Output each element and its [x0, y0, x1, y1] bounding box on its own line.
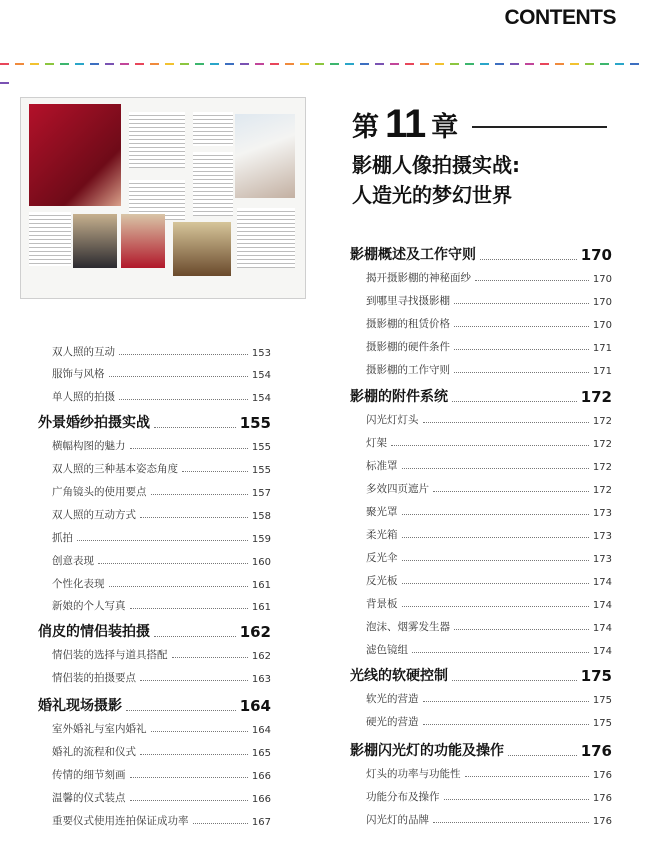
toc-page-number: 166	[251, 794, 271, 805]
toc-section-entry[interactable]	[350, 386, 612, 406]
toc-page-number: 170	[592, 274, 612, 285]
dot-leader	[140, 517, 248, 518]
dot-leader	[130, 608, 248, 609]
toc-entry[interactable]	[366, 619, 612, 634]
toc-page-number: 175	[592, 695, 612, 706]
toc-page-number: 155	[251, 442, 271, 453]
dot-leader	[109, 586, 248, 587]
contents-heading: CONTENTS	[504, 6, 616, 29]
toc-entry-title: 光线的软硬控制	[350, 668, 448, 684]
dot-leader	[154, 636, 236, 637]
chapter-heading	[352, 102, 607, 147]
toc-entry-title: 创意表现	[52, 555, 94, 567]
toc-entry[interactable]	[52, 767, 271, 782]
toc-entry[interactable]	[366, 435, 612, 450]
toc-entry-title: 双人照的互动方式	[52, 509, 136, 521]
toc-entry-title: 服饰与风格	[52, 368, 105, 380]
toc-page-number: 173	[592, 531, 612, 542]
toc-page-number: 166	[251, 771, 271, 782]
toc-page-number: 164	[239, 697, 271, 715]
toc-entry[interactable]	[366, 642, 612, 657]
toc-entry[interactable]	[366, 458, 612, 473]
dot-leader	[454, 349, 589, 350]
toc-page-number: 171	[592, 343, 612, 354]
dot-leader	[423, 701, 589, 702]
toc-page-number: 162	[251, 651, 271, 662]
dot-leader	[98, 563, 248, 564]
dot-leader	[433, 822, 589, 823]
toc-entry-title: 聚光罩	[366, 506, 398, 518]
toc-page-number: 174	[592, 600, 612, 611]
toc-entry[interactable]	[52, 366, 271, 381]
toc-entry[interactable]	[366, 481, 612, 496]
page-preview-thumbnail	[20, 97, 306, 299]
chapter-prefix: 第	[352, 112, 379, 143]
toc-entry[interactable]	[52, 438, 271, 453]
toc-page-number: 167	[251, 817, 271, 828]
toc-entry-title: 横幅构图的魅力	[52, 440, 126, 452]
dot-leader	[402, 606, 589, 607]
toc-entry[interactable]	[366, 691, 612, 706]
toc-entry[interactable]	[366, 504, 612, 519]
dot-leader	[454, 326, 589, 327]
toc-page-number: 175	[592, 718, 612, 729]
toc-entry[interactable]	[366, 573, 612, 588]
dot-leader	[452, 680, 577, 681]
toc-entry[interactable]	[52, 647, 271, 662]
toc-page-number: 155	[251, 465, 271, 476]
toc-entry[interactable]	[366, 812, 612, 827]
toc-entry-title: 双人照的三种基本姿态角度	[52, 463, 178, 475]
toc-page-number: 176	[592, 793, 612, 804]
toc-entry-title: 俏皮的情侣装拍摄	[38, 624, 150, 640]
toc-entry-title: 室外婚礼与室内婚礼	[52, 723, 147, 735]
toc-page-number: 165	[251, 748, 271, 759]
toc-page-number: 154	[251, 370, 271, 381]
dot-leader	[130, 777, 248, 778]
toc-entry[interactable]	[52, 530, 271, 545]
dot-leader	[454, 372, 589, 373]
dot-leader	[423, 724, 589, 725]
dot-leader	[508, 755, 577, 756]
toc-entry[interactable]	[52, 507, 271, 522]
dot-leader	[452, 401, 577, 402]
toc-page-number: 175	[580, 667, 612, 685]
toc-entry-title: 双人照的互动	[52, 346, 115, 358]
toc-entry[interactable]	[366, 339, 612, 354]
toc-entry-title: 摄影棚的硬件条件	[366, 341, 450, 353]
dot-leader	[402, 514, 589, 515]
dot-leader	[151, 731, 248, 732]
toc-entry-title: 背景板	[366, 598, 398, 610]
toc-page-number: 174	[592, 577, 612, 588]
toc-entry-title: 闪光灯灯头	[366, 414, 419, 426]
toc-page-number: 155	[239, 414, 271, 432]
toc-entry-title: 重要仪式使用连拍保证成功率	[52, 815, 189, 827]
toc-entry-title: 影棚概述及工作守则	[350, 247, 476, 263]
toc-page-number: 172	[592, 462, 612, 473]
toc-page-number: 170	[592, 320, 612, 331]
toc-page-number: 170	[580, 246, 612, 264]
dot-leader	[154, 427, 236, 428]
toc-entry-title: 灯架	[366, 437, 387, 449]
dot-leader	[444, 799, 589, 800]
toc-entry[interactable]	[52, 670, 271, 685]
dot-leader	[193, 823, 248, 824]
toc-entry-title: 反光板	[366, 575, 398, 587]
toc-entry[interactable]	[366, 789, 612, 804]
toc-entry-title: 多效四页遮片	[366, 483, 429, 495]
dot-leader	[412, 652, 589, 653]
chapter-title	[352, 150, 520, 210]
toc-entry[interactable]	[52, 790, 271, 805]
toc-entry[interactable]	[52, 461, 271, 476]
toc-entry-title: 标准罩	[366, 460, 398, 472]
toc-entry[interactable]	[52, 553, 271, 568]
dot-leader	[423, 422, 589, 423]
dot-leader	[454, 629, 589, 630]
dot-leader	[151, 494, 248, 495]
toc-page-number: 173	[592, 508, 612, 519]
outdoor-couple-image	[173, 222, 231, 276]
toc-page-number: 172	[592, 416, 612, 427]
toc-section-entry[interactable]	[38, 695, 271, 715]
dot-leader	[454, 303, 589, 304]
dot-leader	[130, 448, 248, 449]
toc-entry-title: 泡沫、烟雾发生器	[366, 621, 450, 633]
dot-leader	[402, 468, 589, 469]
toc-entry-title: 硬光的营造	[366, 716, 419, 728]
toc-entry-title: 单人照的拍摄	[52, 391, 115, 403]
rainbow-divider	[0, 50, 650, 53]
toc-entry-title: 闪光灯的品牌	[366, 814, 429, 826]
toc-section-entry[interactable]	[38, 621, 271, 641]
toc-page-number: 153	[251, 348, 271, 359]
toc-entry[interactable]	[366, 527, 612, 542]
toc-entry[interactable]	[52, 576, 271, 591]
toc-page-number: 159	[251, 534, 271, 545]
toc-page-number: 172	[592, 485, 612, 496]
chapter-rule	[472, 126, 607, 128]
toc-page-number: 174	[592, 623, 612, 634]
dot-leader	[391, 445, 589, 446]
woman-red-portrait-image	[121, 214, 165, 268]
toc-entry-title: 软光的营造	[366, 693, 419, 705]
chapter-title-line-1: 影棚人像拍摄实战:	[352, 153, 520, 177]
dot-leader	[109, 376, 248, 377]
dot-leader	[465, 776, 589, 777]
toc-entry-title: 外景婚纱拍摄实战	[38, 415, 150, 431]
dot-leader	[119, 354, 248, 355]
toc-page-number: 173	[592, 554, 612, 565]
toc-entry[interactable]	[366, 714, 612, 729]
dot-leader	[402, 583, 589, 584]
toc-entry-title: 影棚的附件系统	[350, 389, 448, 405]
toc-entry[interactable]	[366, 766, 612, 781]
toc-entry-title: 情侣装的选择与道具搭配	[52, 649, 168, 661]
toc-page-number: 170	[592, 297, 612, 308]
dot-leader	[130, 800, 248, 801]
toc-page-number: 163	[251, 674, 271, 685]
toc-entry-title: 个性化表现	[52, 578, 105, 590]
toc-page-number: 162	[239, 623, 271, 641]
toc-page-number: 172	[580, 388, 612, 406]
toc-entry-title: 摄影棚的租赁价格	[366, 318, 450, 330]
toc-section-entry[interactable]	[350, 665, 612, 685]
toc-entry[interactable]	[52, 344, 271, 359]
toc-page-number: 171	[592, 366, 612, 377]
toc-page-number: 164	[251, 725, 271, 736]
toc-entry[interactable]	[52, 598, 271, 613]
toc-entry-title: 到哪里寻找摄影棚	[366, 295, 450, 307]
toc-entry-title: 传情的细节刻画	[52, 769, 126, 781]
dot-leader	[140, 754, 248, 755]
dot-leader	[402, 537, 589, 538]
toc-entry-title: 揭开摄影棚的神秘面纱	[366, 272, 471, 284]
toc-page-number: 158	[251, 511, 271, 522]
toc-entry[interactable]	[366, 270, 612, 285]
dot-leader	[402, 560, 589, 561]
toc-section-entry[interactable]	[350, 244, 612, 264]
dot-leader	[182, 471, 248, 472]
toc-entry-title: 反光伞	[366, 552, 398, 564]
toc-entry[interactable]	[52, 721, 271, 736]
toc-page-number: 172	[592, 439, 612, 450]
toc-entry-title: 广角镜头的使用要点	[52, 486, 147, 498]
toc-entry-title: 温馨的仪式装点	[52, 792, 126, 804]
toc-page-number: 176	[592, 816, 612, 827]
toc-entry-title: 情侣装的拍摄要点	[52, 672, 136, 684]
toc-page-number: 161	[251, 580, 271, 591]
toc-entry-title: 婚礼的流程和仪式	[52, 746, 136, 758]
toc-page-number: 176	[592, 770, 612, 781]
dot-leader	[480, 259, 577, 260]
toc-entry-title: 灯头的功率与功能性	[366, 768, 461, 780]
toc-entry-title: 功能分布及操作	[366, 791, 440, 803]
toc-entry[interactable]	[52, 484, 271, 499]
toc-entry-title: 滤色镜组	[366, 644, 408, 656]
dot-leader	[475, 280, 589, 281]
toc-page-number: 161	[251, 602, 271, 613]
toc-entry[interactable]	[366, 412, 612, 427]
toc-entry[interactable]	[366, 316, 612, 331]
bride-portrait-image	[235, 114, 295, 198]
toc-entry-title: 婚礼现场摄影	[38, 698, 122, 714]
toc-page-number: 174	[592, 646, 612, 657]
toc-entry-title: 新娘的个人写真	[52, 600, 126, 612]
toc-entry-title: 摄影棚的工作守则	[366, 364, 450, 376]
dot-leader	[172, 657, 248, 658]
toc-section-entry[interactable]	[350, 740, 612, 760]
chapter-number: 11	[385, 102, 426, 146]
dot-leader	[119, 399, 248, 400]
dot-leader	[126, 710, 236, 711]
chapter-title-line-2: 人造光的梦幻世界	[352, 183, 512, 207]
couple-portrait-image	[29, 104, 121, 206]
toc-page-number: 154	[251, 393, 271, 404]
toc-page-number: 157	[251, 488, 271, 499]
groom-portrait-image	[73, 214, 117, 268]
toc-entry[interactable]	[366, 362, 612, 377]
toc-entry[interactable]	[366, 550, 612, 565]
toc-page-number: 176	[580, 742, 612, 760]
toc-section-entry[interactable]	[38, 412, 271, 432]
dot-leader	[433, 491, 589, 492]
chapter-suffix: 章	[431, 112, 459, 143]
dot-leader	[140, 680, 248, 681]
toc-entry-title: 抓拍	[52, 532, 73, 544]
toc-entry[interactable]	[366, 293, 612, 308]
toc-entry[interactable]	[52, 744, 271, 759]
toc-entry-title: 影棚闪光灯的功能及操作	[350, 743, 504, 759]
toc-page-number: 160	[251, 557, 271, 568]
toc-entry-title: 柔光箱	[366, 529, 398, 541]
toc-entry[interactable]	[366, 596, 612, 611]
dot-leader	[77, 540, 248, 541]
toc-entry[interactable]	[52, 813, 271, 828]
toc-entry[interactable]	[52, 389, 271, 404]
